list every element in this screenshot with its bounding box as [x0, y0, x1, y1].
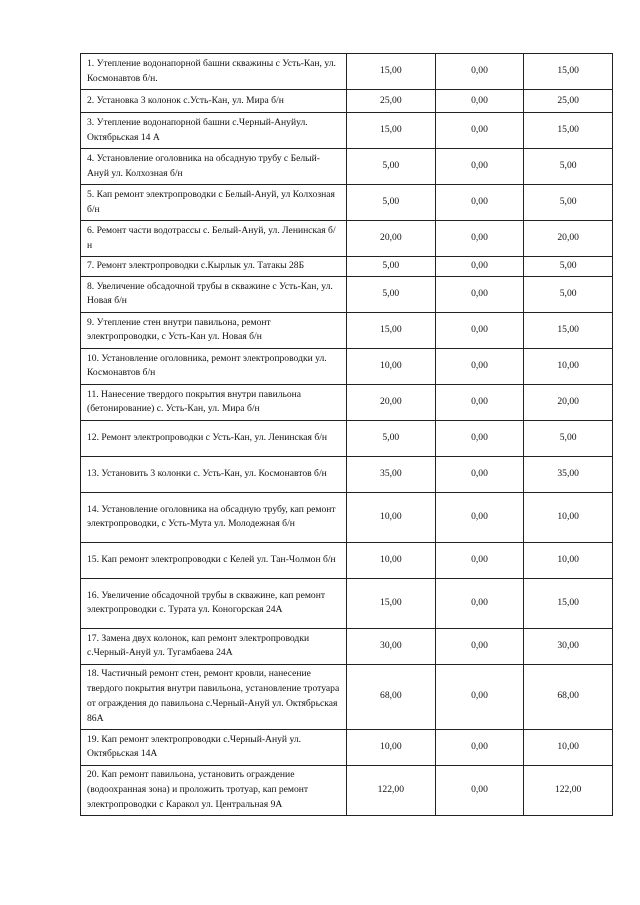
row-description: 13. Установить 3 колонки с. Усть-Кан, ул. Космонавтов б/н — [81, 456, 347, 492]
row-value-3: 15,00 — [524, 54, 613, 90]
row-value-3: 15,00 — [524, 113, 613, 149]
row-value-3: 5,00 — [524, 420, 613, 456]
row-description: 17. Замена двух колонок, кап ремонт электропроводки с.Черный-Ануй ул. Тугамбаева 24А — [81, 628, 347, 664]
works-table — [80, 53, 613, 816]
table-row — [81, 384, 613, 420]
row-value-3: 30,00 — [524, 628, 613, 664]
row-value-2: 0,00 — [435, 765, 524, 815]
row-description: 15. Кап ремонт электропроводки с Келей ул. Тан-Чолмон б/н — [81, 542, 347, 578]
row-description: 5. Кап ремонт электропроводки с Белый-Ануй, ул Колхозная б/н — [81, 185, 347, 221]
table-row — [81, 113, 613, 149]
row-description: 8. Увеличение обсадочной трубы в скважине с Усть-Кан, ул. Новая б/н — [81, 276, 347, 312]
row-value-1: 35,00 — [347, 456, 436, 492]
row-value-1: 30,00 — [347, 628, 436, 664]
row-value-3: 25,00 — [524, 90, 613, 113]
row-description: 4. Установление оголовника на обсадную трубу с Белый-Ануй ул. Колхозная б/н — [81, 149, 347, 185]
row-value-3: 10,00 — [524, 542, 613, 578]
row-value-1: 15,00 — [347, 578, 436, 628]
table-row — [81, 492, 613, 542]
row-value-2: 0,00 — [435, 420, 524, 456]
row-value-1: 122,00 — [347, 765, 436, 815]
table-row — [81, 542, 613, 578]
row-value-1: 15,00 — [347, 54, 436, 90]
table-row — [81, 729, 613, 765]
row-value-2: 0,00 — [435, 456, 524, 492]
row-value-3: 35,00 — [524, 456, 613, 492]
row-description: 9. Утепление стен внутри павильона, ремонт электропроводки, с Усть-Кан ул. Новая б/н — [81, 312, 347, 348]
row-description: 10. Установление оголовника, ремонт электропроводки ул. Космонавтов б/н — [81, 348, 347, 384]
table-row — [81, 420, 613, 456]
row-value-3: 10,00 — [524, 492, 613, 542]
table-row — [81, 456, 613, 492]
row-value-2: 0,00 — [435, 578, 524, 628]
row-value-2: 0,00 — [435, 221, 524, 257]
works-table-body — [81, 54, 613, 816]
row-value-2: 0,00 — [435, 384, 524, 420]
row-value-2: 0,00 — [435, 312, 524, 348]
row-value-1: 15,00 — [347, 312, 436, 348]
row-description: 6. Ремонт части водотрассы с. Белый-Ануй, ул. Ленинская б/н — [81, 221, 347, 257]
row-value-1: 10,00 — [347, 492, 436, 542]
table-row — [81, 257, 613, 277]
row-value-3: 10,00 — [524, 348, 613, 384]
row-description: 3. Утепление водонапорной башни с.Черный-Ануйул. Октябрьская 14 А — [81, 113, 347, 149]
row-value-2: 0,00 — [435, 149, 524, 185]
table-row — [81, 54, 613, 90]
row-description: 14. Установление оголовника на обсадную трубу, кап ремонт электропроводки, с Усть-Мута ул. Молодежная б/н — [81, 492, 347, 542]
table-row — [81, 348, 613, 384]
row-value-1: 10,00 — [347, 729, 436, 765]
table-row — [81, 90, 613, 113]
row-description: 2. Установка 3 колонок с.Усть-Кан, ул. Мира б/н — [81, 90, 347, 113]
row-value-3: 10,00 — [524, 729, 613, 765]
row-value-1: 20,00 — [347, 221, 436, 257]
row-value-3: 15,00 — [524, 578, 613, 628]
row-description: 18. Частичный ремонт стен, ремонт кровли, нанесение твердого покрытия внутри павильона, установление тротуара от ограждения до павильона с.Черный-Ануй ул. Октябрьская 86А — [81, 664, 347, 729]
row-description: 12. Ремонт электропроводки с Усть-Кан, ул. Ленинская б/н — [81, 420, 347, 456]
row-value-3: 122,00 — [524, 765, 613, 815]
row-value-1: 10,00 — [347, 542, 436, 578]
row-value-2: 0,00 — [435, 492, 524, 542]
row-description: 7. Ремонт электропроводки с.Кырлык ул. Татакы 28Б — [81, 257, 347, 277]
row-value-1: 5,00 — [347, 149, 436, 185]
row-description: 11. Нанесение твердого покрытия внутри павильона (бетонирование) с. Усть-Кан, ул. Мира б/н — [81, 384, 347, 420]
row-value-2: 0,00 — [435, 664, 524, 729]
row-value-1: 20,00 — [347, 384, 436, 420]
row-value-1: 5,00 — [347, 276, 436, 312]
row-value-2: 0,00 — [435, 348, 524, 384]
row-value-1: 68,00 — [347, 664, 436, 729]
table-row — [81, 149, 613, 185]
row-description: 1. Утепление водонапорной башни скважины с Усть-Кан, ул. Космонавтов б/н. — [81, 54, 347, 90]
row-value-1: 15,00 — [347, 113, 436, 149]
row-value-2: 0,00 — [435, 54, 524, 90]
row-value-1: 5,00 — [347, 185, 436, 221]
row-value-3: 5,00 — [524, 257, 613, 277]
row-value-2: 0,00 — [435, 628, 524, 664]
row-value-1: 10,00 — [347, 348, 436, 384]
row-description: 19. Кап ремонт электропроводки с.Черный-Ануй ул. Октябрьская 14А — [81, 729, 347, 765]
table-row — [81, 578, 613, 628]
table-row — [81, 312, 613, 348]
row-value-2: 0,00 — [435, 257, 524, 277]
table-row — [81, 664, 613, 729]
row-description: 20. Кап ремонт павильона, установить ограждение (водоохранная зона) и проложить тротуар, кап ремонт электропроводки с Каракол ул. Центральная 9А — [81, 765, 347, 815]
row-value-2: 0,00 — [435, 542, 524, 578]
row-value-2: 0,00 — [435, 185, 524, 221]
table-row — [81, 276, 613, 312]
row-value-1: 25,00 — [347, 90, 436, 113]
row-value-1: 5,00 — [347, 420, 436, 456]
row-value-3: 5,00 — [524, 149, 613, 185]
row-value-3: 20,00 — [524, 221, 613, 257]
row-value-2: 0,00 — [435, 113, 524, 149]
row-value-2: 0,00 — [435, 276, 524, 312]
row-value-2: 0,00 — [435, 729, 524, 765]
row-description: 16. Увеличение обсадочной трубы в скважине, кап ремонт электропроводки с. Турата ул. Коногорская 24А — [81, 578, 347, 628]
row-value-2: 0,00 — [435, 90, 524, 113]
table-row — [81, 221, 613, 257]
table-row — [81, 765, 613, 815]
table-row — [81, 185, 613, 221]
row-value-3: 5,00 — [524, 276, 613, 312]
row-value-3: 15,00 — [524, 312, 613, 348]
row-value-1: 5,00 — [347, 257, 436, 277]
row-value-3: 20,00 — [524, 384, 613, 420]
row-value-3: 5,00 — [524, 185, 613, 221]
table-row — [81, 628, 613, 664]
row-value-3: 68,00 — [524, 664, 613, 729]
